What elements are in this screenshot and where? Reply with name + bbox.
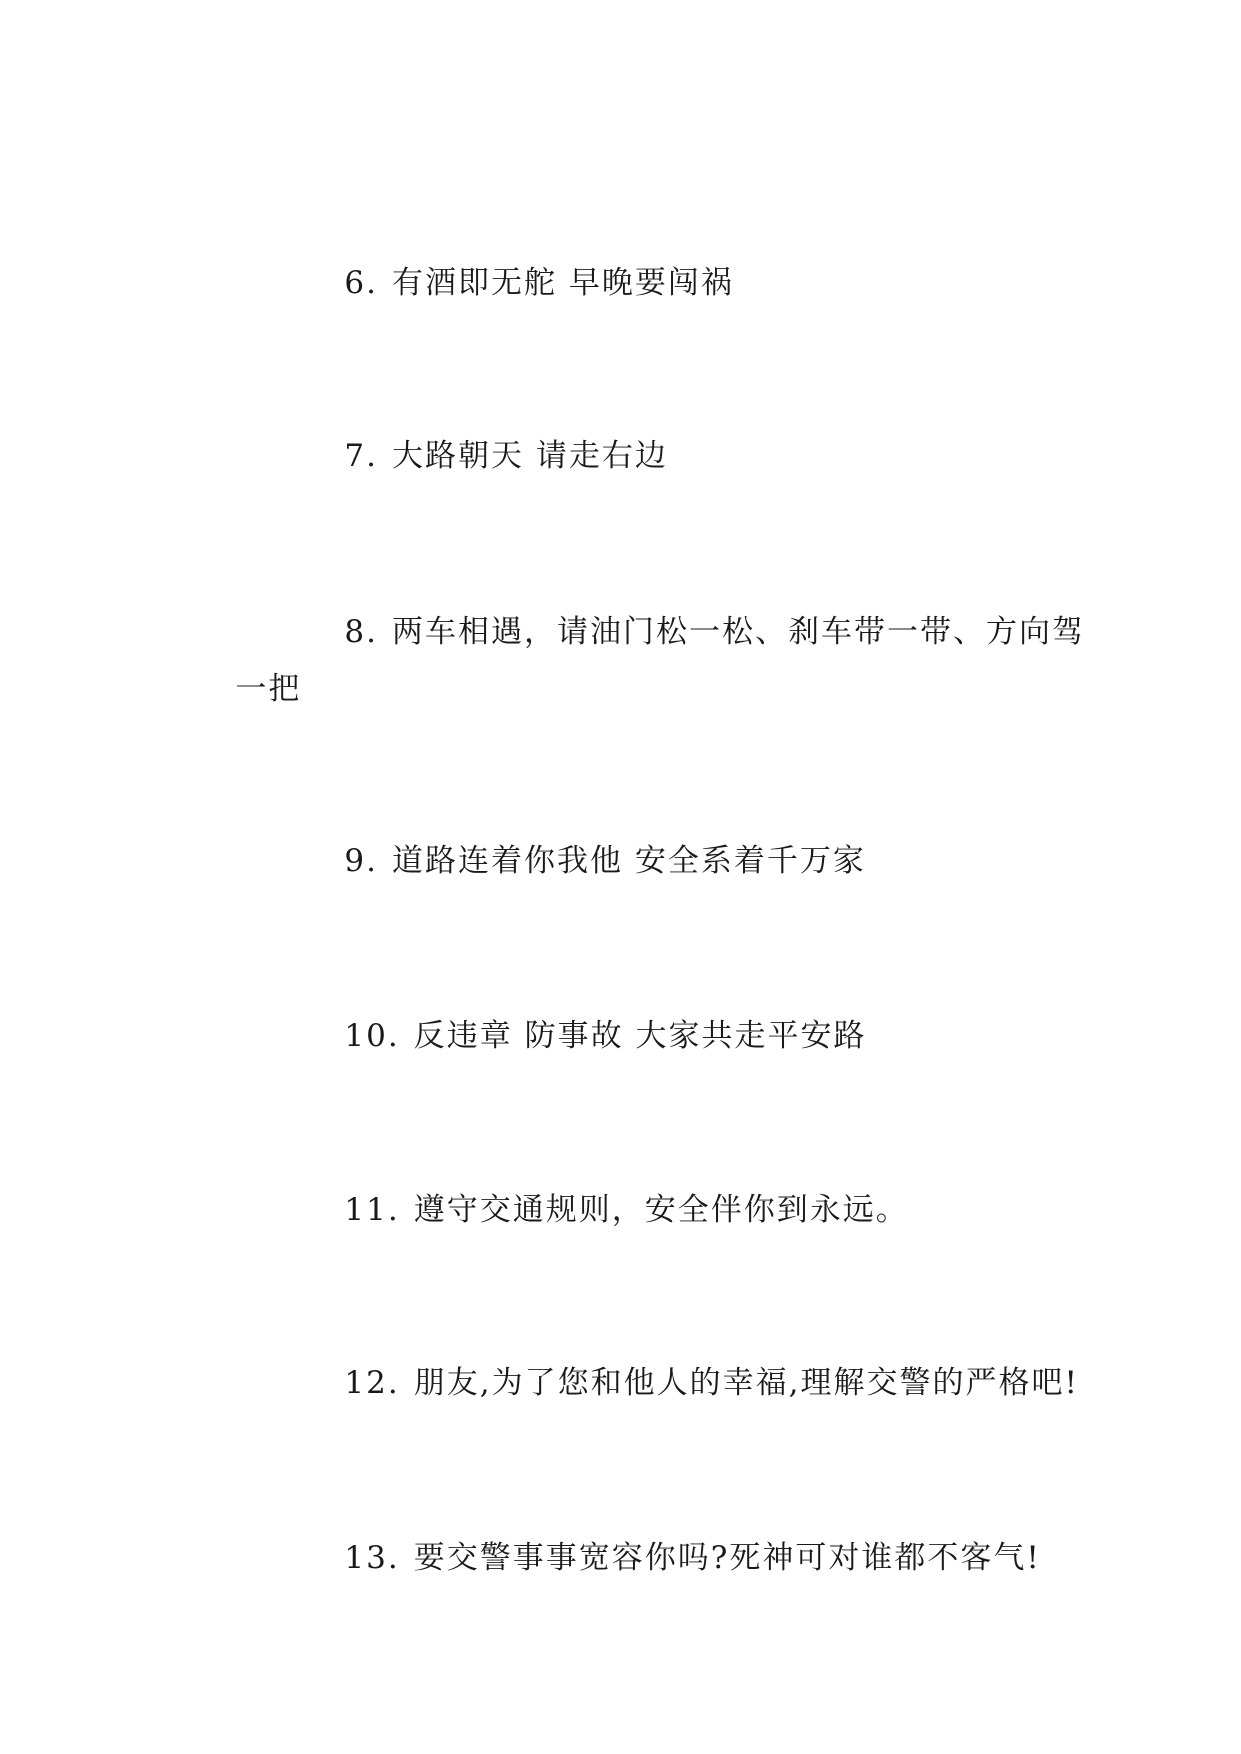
item-text: 要交警事事宽容你吗?死神可对谁都不客气! [413, 1540, 1041, 1576]
list-item [297, 396, 668, 516]
item-number: 13. [344, 1540, 400, 1576]
list-item [297, 1150, 909, 1270]
list-item [297, 976, 866, 1096]
list-item [297, 223, 734, 343]
item-number: 12. [344, 1365, 400, 1401]
item-number: 7. [344, 438, 378, 474]
item-text: 大路朝天 请走右边 [392, 438, 668, 474]
item-text: 反违章 防事故 大家共走平安路 [413, 1018, 867, 1054]
list-item [297, 1498, 1041, 1618]
list-item [297, 1323, 1079, 1443]
list-item [297, 572, 1085, 692]
item-number: 6. [344, 265, 378, 301]
list-item-continuation [188, 629, 301, 749]
item-text: 两车相遇，请油门松一松、刹车带一带、方向驾 [392, 614, 1085, 650]
item-text: 道路连着你我他 安全系着千万家 [392, 843, 866, 879]
list-item [297, 801, 866, 921]
item-number: 8. [344, 614, 378, 650]
item-text-continuation: 一把 [235, 671, 302, 707]
item-text: 有酒即无舵 早晚要闯祸 [392, 265, 734, 301]
item-number: 10. [344, 1018, 400, 1054]
item-number: 9. [344, 843, 378, 879]
item-number: 11. [344, 1192, 400, 1228]
item-text: 朋友,为了您和他人的幸福,理解交警的严格吧! [413, 1365, 1079, 1401]
item-text: 遵守交通规则，安全伴你到永远。 [413, 1192, 909, 1228]
